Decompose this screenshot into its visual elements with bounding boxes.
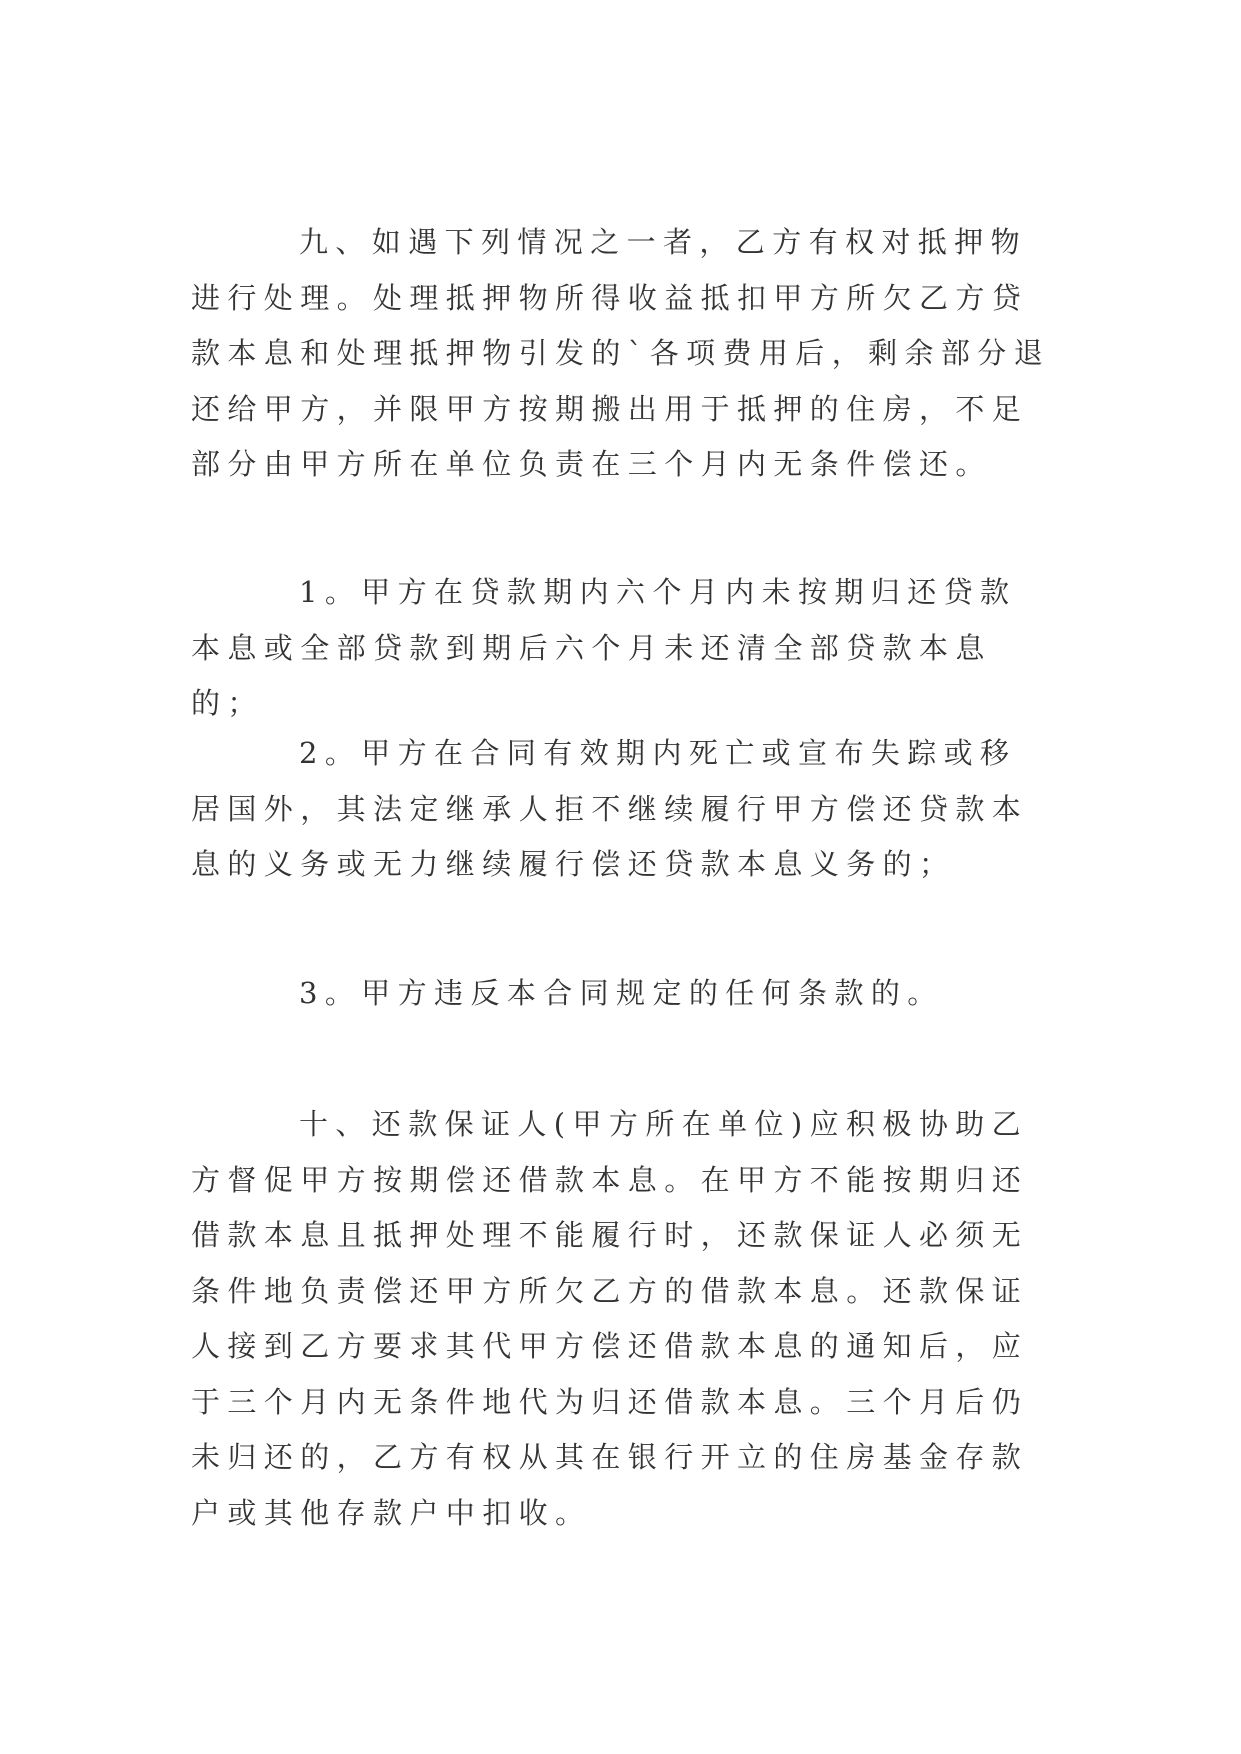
condition-two-paragraph: 2。甲方在合同有效期内死亡或宣布失踪或移居国外，其法定继承人拒不继续履行甲方偿还贷款本息的义务或无力继续履行偿还贷款本息义务的； — [191, 736, 1029, 881]
condition-one-paragraph: 1。甲方在贷款期内六个月内未按期归还贷款本息或全部贷款到期后六个月未还清全部贷款本息的； — [191, 575, 1017, 720]
clause-ten-paragraph: 十、还款保证人(甲方所在单位)应积极协助乙方督促甲方按期偿还借款本息。在甲方不能按期归还借款本息且抵押处理不能履行时，还款保证人必须无条件地负责偿还甲方所欠乙方的借款本息。还款保证人接到乙方要求其代甲方偿还借款本息的通知后，应于三个月内无条件地代为归还借款本息。三个月后仍未归还的，乙方有权从其在银行开立的住房基金存款户或其他存款户中扣收。 — [191, 1107, 1029, 1530]
condition-three-paragraph: 3。甲方违反本合同规定的任何条款的。 — [299, 976, 944, 1010]
clause-nine-paragraph: 九、如遇下列情况之一者，乙方有权对抵押物进行处理。处理抵押物所得收益抵扣甲方所欠乙方贷款本息和处理抵押物引发的`各项费用后，剩余部分退还给甲方，并限甲方按期搬出用于抵押的住房，不足部分由甲方所在单位负责在三个月内无条件偿还。 — [191, 225, 1051, 481]
